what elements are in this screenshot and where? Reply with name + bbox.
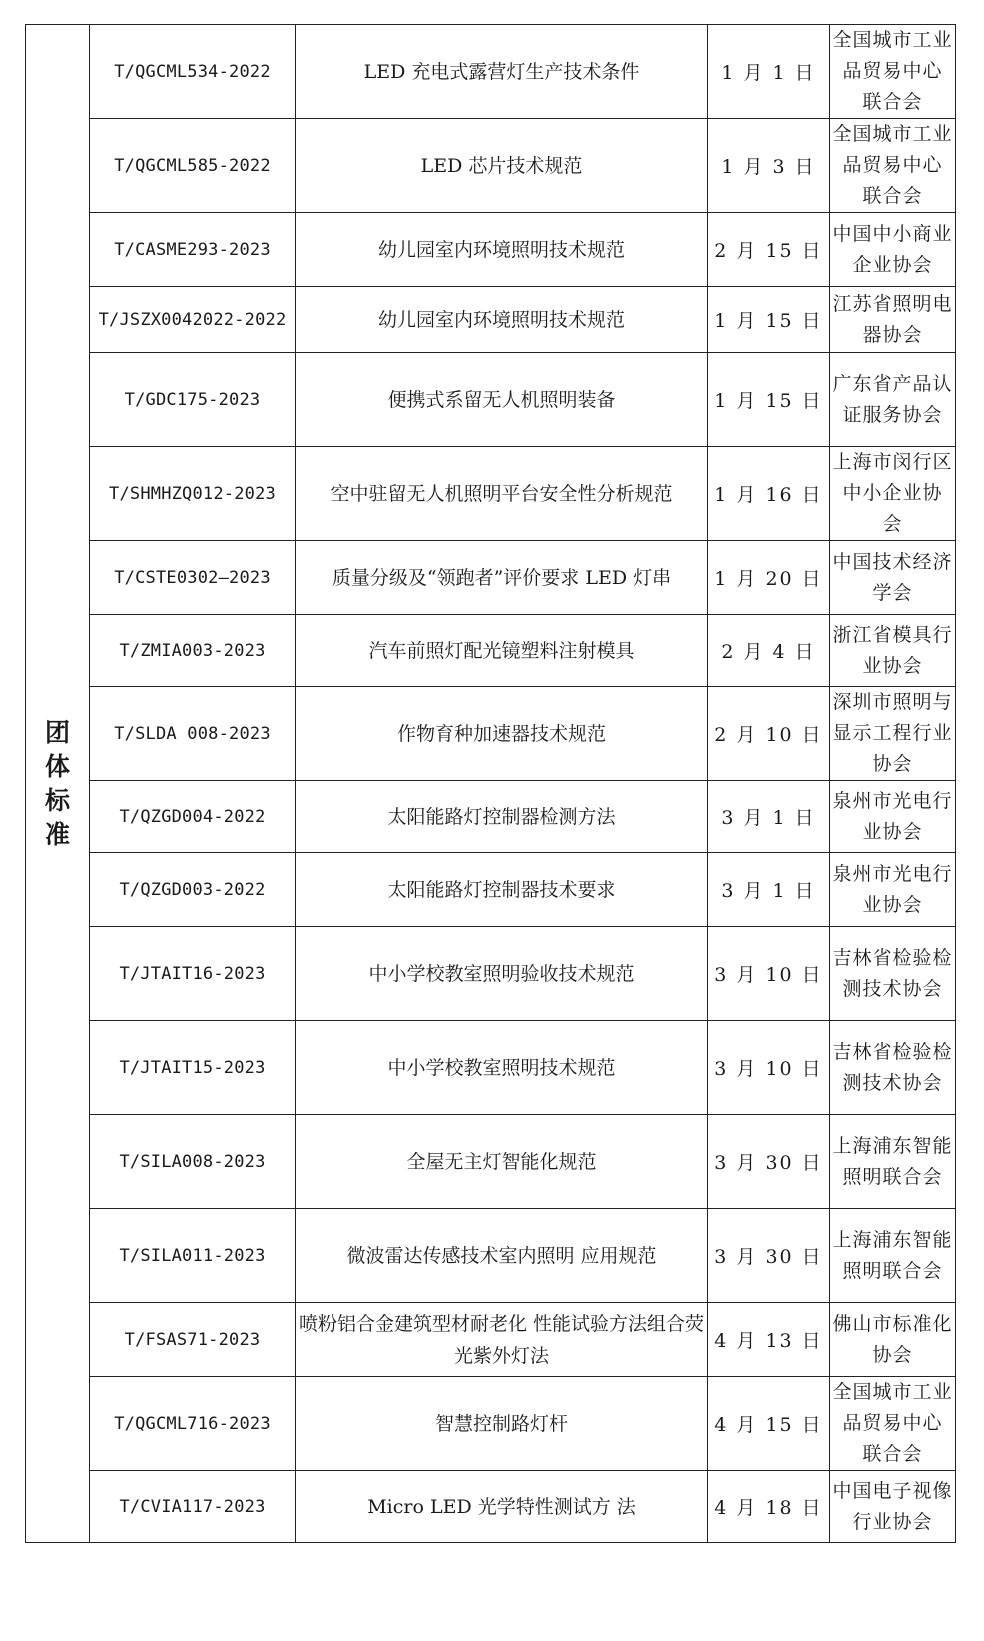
publish-date-cell: 1 月 15 日 xyxy=(708,353,830,447)
standard-code-cell: T/QGCML716-2023 xyxy=(90,1377,296,1471)
issuing-org-cell: 上海浦东智能照明联合会 xyxy=(830,1209,956,1303)
standard-name-cell: Micro LED 光学特性测试方 法 xyxy=(296,1471,708,1543)
issuing-org-cell: 中国中小商业企业协会 xyxy=(830,213,956,287)
standard-name-cell: 太阳能路灯控制器技术要求 xyxy=(296,853,708,927)
table-row xyxy=(26,1471,956,1543)
issuing-org-cell: 泉州市光电行业协会 xyxy=(830,781,956,853)
standard-name-cell: 汽车前照灯配光镜塑料注射模具 xyxy=(296,615,708,687)
standards-table xyxy=(25,24,956,1543)
standard-code-cell: T/QGCML534-2022 xyxy=(90,25,296,119)
publish-date-cell: 1 月 3 日 xyxy=(708,119,830,213)
standard-code-cell: T/CSTE0302—2023 xyxy=(90,541,296,615)
table-row xyxy=(26,541,956,615)
issuing-org-cell: 全国城市工业品贸易中心 联合会 xyxy=(830,119,956,213)
category-char: 团 xyxy=(44,717,70,747)
issuing-org-cell: 吉林省检验检测技术协会 xyxy=(830,927,956,1021)
issuing-org-cell: 深圳市照明与显示工程行业协会 xyxy=(830,687,956,781)
standard-name-cell: 中小学校教室照明验收技术规范 xyxy=(296,927,708,1021)
publish-date-cell: 3 月 30 日 xyxy=(708,1209,830,1303)
issuing-org-cell: 佛山市标准化协会 xyxy=(830,1303,956,1377)
table-row xyxy=(26,1377,956,1471)
standard-code-cell: T/SLDA 008-2023 xyxy=(90,687,296,781)
table-row xyxy=(26,1115,956,1209)
standard-name-cell: 太阳能路灯控制器检测方法 xyxy=(296,781,708,853)
standard-code-cell: T/JTAIT15-2023 xyxy=(90,1021,296,1115)
issuing-org-cell: 江苏省照明电器协会 xyxy=(830,287,956,353)
publish-date-cell: 1 月 15 日 xyxy=(708,287,830,353)
issuing-org-cell: 中国电子视像行业协会 xyxy=(830,1471,956,1543)
issuing-org-cell: 全国城市工业品贸易中心 联合会 xyxy=(830,25,956,119)
publish-date-cell: 3 月 10 日 xyxy=(708,1021,830,1115)
publish-date-cell: 4 月 13 日 xyxy=(708,1303,830,1377)
publish-date-cell: 4 月 15 日 xyxy=(708,1377,830,1471)
standard-code-cell: T/CASME293-2023 xyxy=(90,213,296,287)
standard-code-cell: T/JSZX0042022-2022 xyxy=(90,287,296,353)
standard-name-cell: 便携式系留无人机照明装备 xyxy=(296,353,708,447)
standard-code-cell: T/QZGD004-2022 xyxy=(90,781,296,853)
table-row xyxy=(26,287,956,353)
standard-name-cell: 中小学校教室照明技术规范 xyxy=(296,1021,708,1115)
standard-code-cell: T/SILA008-2023 xyxy=(90,1115,296,1209)
standard-name-cell: 全屋无主灯智能化规范 xyxy=(296,1115,708,1209)
publish-date-cell: 3 月 1 日 xyxy=(708,853,830,927)
standard-code-cell: T/ZMIA003-2023 xyxy=(90,615,296,687)
table-row xyxy=(26,447,956,541)
table-row xyxy=(26,25,956,119)
category-char: 标 xyxy=(44,785,70,815)
standard-code-cell: T/SHMHZQ012-2023 xyxy=(90,447,296,541)
table-row xyxy=(26,781,956,853)
table-row xyxy=(26,119,956,213)
publish-date-cell: 1 月 16 日 xyxy=(708,447,830,541)
category-cell xyxy=(26,25,90,1543)
standard-name-cell: 作物育种加速器技术规范 xyxy=(296,687,708,781)
table-row xyxy=(26,213,956,287)
standard-name-cell: 幼儿园室内环境照明技术规范 xyxy=(296,213,708,287)
category-char: 体 xyxy=(44,751,70,781)
standard-code-cell: T/CVIA117-2023 xyxy=(90,1471,296,1543)
standard-code-cell: T/FSAS71-2023 xyxy=(90,1303,296,1377)
standard-code-cell: T/QGCML585-2022 xyxy=(90,119,296,213)
issuing-org-cell: 上海市闵行区中小企业协 会 xyxy=(830,447,956,541)
standard-code-cell: T/QZGD003-2022 xyxy=(90,853,296,927)
publish-date-cell: 3 月 10 日 xyxy=(708,927,830,1021)
issuing-org-cell: 浙江省模具行业协会 xyxy=(830,615,956,687)
table-row xyxy=(26,1209,956,1303)
standard-name-cell: 喷粉铝合金建筑型材耐老化 性能试验方法组合荧光紫外灯法 xyxy=(296,1303,708,1377)
table-row xyxy=(26,687,956,781)
standard-name-cell: 空中驻留无人机照明平台安全性分析规范 xyxy=(296,447,708,541)
publish-date-cell: 2 月 4 日 xyxy=(708,615,830,687)
standards-table-body xyxy=(26,25,956,1543)
publish-date-cell: 3 月 30 日 xyxy=(708,1115,830,1209)
issuing-org-cell: 中国技术经济学会 xyxy=(830,541,956,615)
table-row xyxy=(26,927,956,1021)
standard-name-cell: 微波雷达传感技术室内照明 应用规范 xyxy=(296,1209,708,1303)
publish-date-cell: 1 月 20 日 xyxy=(708,541,830,615)
table-row xyxy=(26,1021,956,1115)
standard-name-cell: LED 芯片技术规范 xyxy=(296,119,708,213)
publish-date-cell: 3 月 1 日 xyxy=(708,781,830,853)
table-row xyxy=(26,353,956,447)
standard-name-cell: 幼儿园室内环境照明技术规范 xyxy=(296,287,708,353)
publish-date-cell: 1 月 1 日 xyxy=(708,25,830,119)
standard-name-cell: LED 充电式露营灯生产技术条件 xyxy=(296,25,708,119)
table-row xyxy=(26,615,956,687)
standard-name-cell: 智慧控制路灯杆 xyxy=(296,1377,708,1471)
issuing-org-cell: 广东省产品认证服务协会 xyxy=(830,353,956,447)
publish-date-cell: 2 月 15 日 xyxy=(708,213,830,287)
standard-code-cell: T/SILA011-2023 xyxy=(90,1209,296,1303)
standard-code-cell: T/GDC175-2023 xyxy=(90,353,296,447)
issuing-org-cell: 全国城市工业品贸易中心 联合会 xyxy=(830,1377,956,1471)
publish-date-cell: 4 月 18 日 xyxy=(708,1471,830,1543)
standard-code-cell: T/JTAIT16-2023 xyxy=(90,927,296,1021)
standard-name-cell: 质量分级及“领跑者”评价要求 LED 灯串 xyxy=(296,541,708,615)
publish-date-cell: 2 月 10 日 xyxy=(708,687,830,781)
issuing-org-cell: 泉州市光电行业协会 xyxy=(830,853,956,927)
category-char: 准 xyxy=(44,819,70,849)
issuing-org-cell: 上海浦东智能照明联合会 xyxy=(830,1115,956,1209)
table-row xyxy=(26,853,956,927)
table-row xyxy=(26,1303,956,1377)
issuing-org-cell: 吉林省检验检测技术协会 xyxy=(830,1021,956,1115)
